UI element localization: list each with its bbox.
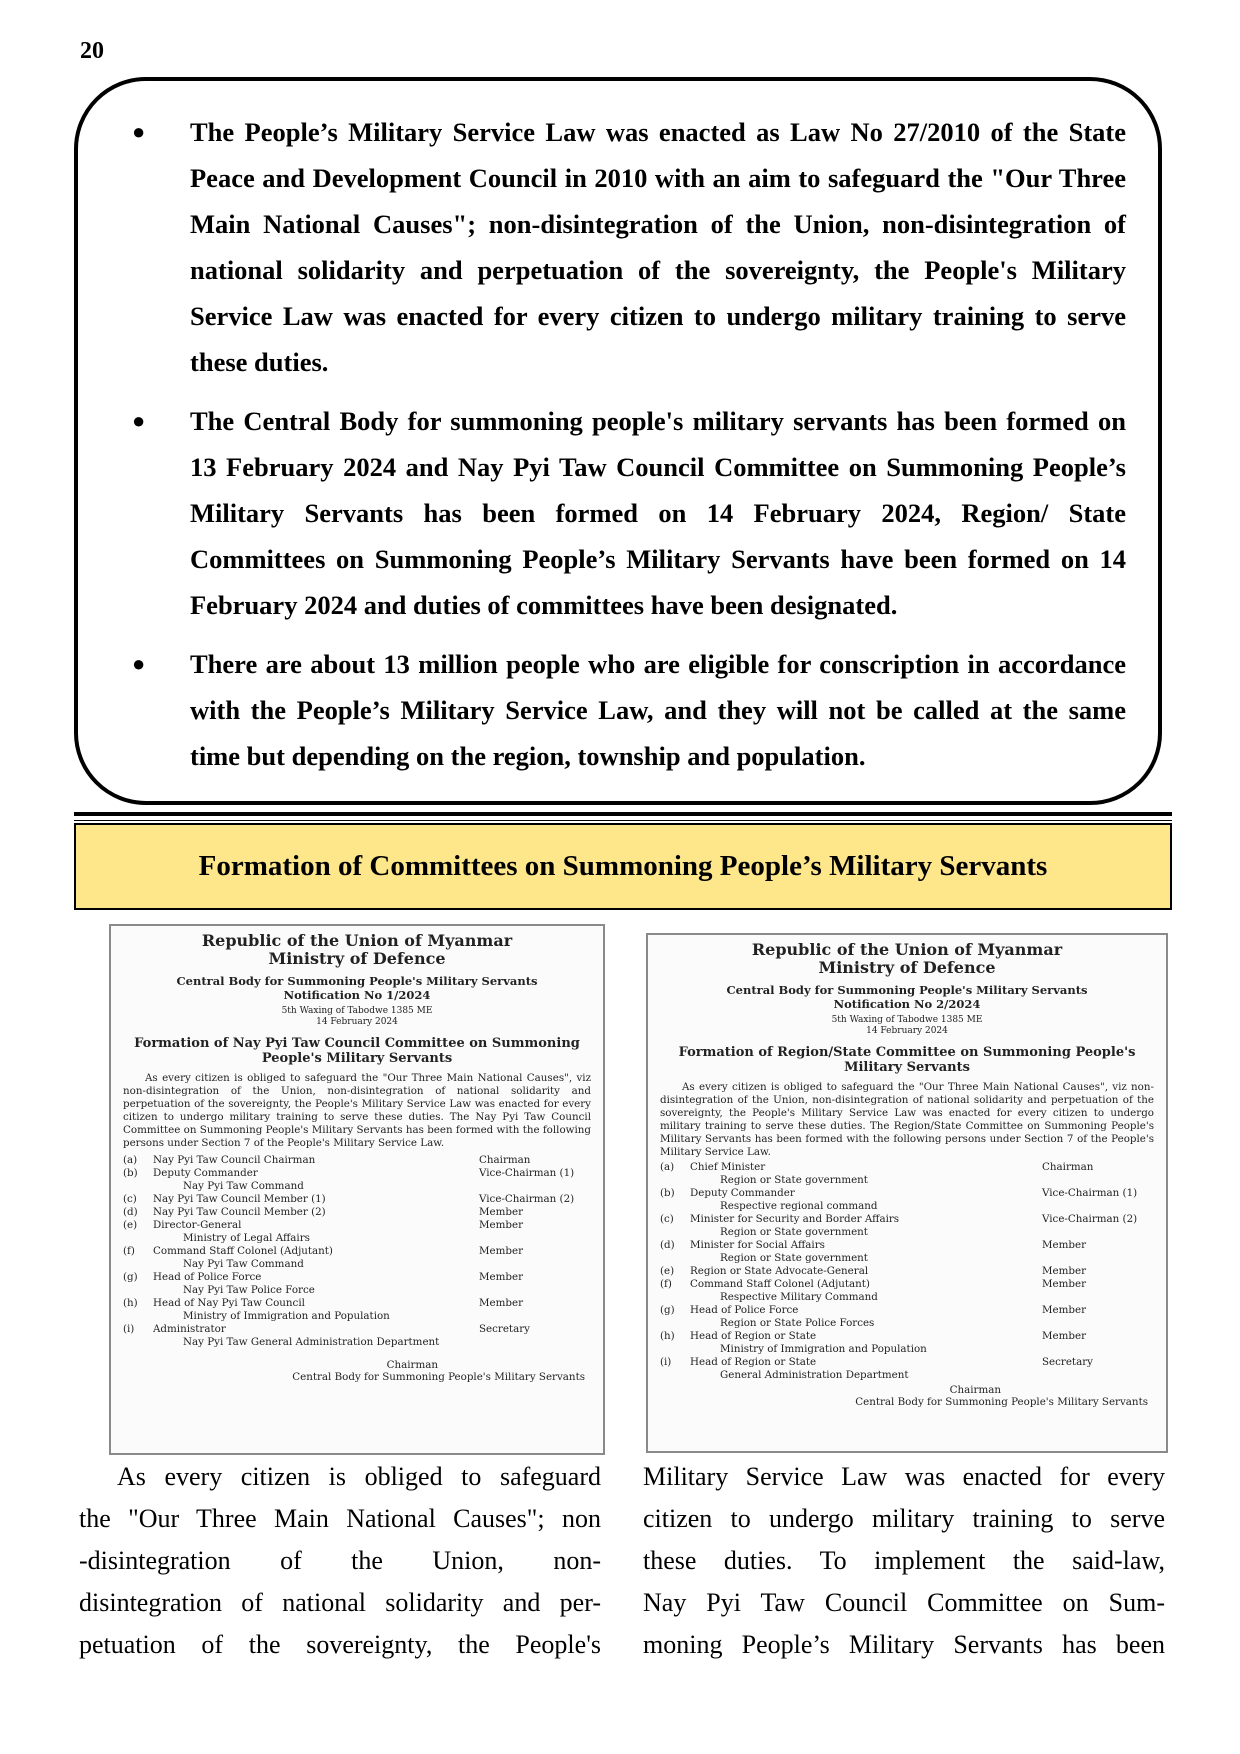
notice-intro: As every citizen is obliged to safeguard the "Our Three Main National Causes", viz non-disintegration of the Union, non-disintegration of national solidarity and perpetuation of the sovereignty, the People's Military Service Law was enacted for every citizen to undergo military training to serve these duties. The Nay Pyi Taw Council Committee on Summoning People's Military Servants has been formed with the following persons under Section 7 of the People's Military Service Law. bbox=[123, 1072, 591, 1149]
notice-date-me: 5th Waxing of Tabodwe 1385 ME bbox=[281, 1006, 433, 1016]
notice-date: 14 February 2024 bbox=[866, 1026, 948, 1036]
notice-signature-body: Central Body for Summoning People's Military Servants bbox=[292, 1371, 585, 1383]
notice-body: Central Body for Summoning People's Military Servants bbox=[726, 983, 1088, 997]
body-line: -disintegration of the Union, non- bbox=[79, 1546, 601, 1575]
member-sub: Nay Pyi Taw Command bbox=[183, 1180, 304, 1192]
member-row: (h) Head of Nay Pyi Taw Council Member bbox=[123, 1297, 524, 1309]
notice-member-list bbox=[648, 1161, 1166, 1382]
bullet-icon: ● bbox=[132, 119, 146, 144]
body-line: citizen to undergo military training to serve bbox=[643, 1504, 1165, 1533]
summary-bullet: ● There are about 13 million people who are eligible for conscription in accordance with the People’s Military Service Law, and they will not be called at the same time but depending on the region, township and population. bbox=[112, 641, 1126, 779]
notification-1-content bbox=[111, 926, 603, 1383]
page-number: 20 bbox=[80, 38, 104, 64]
notice-signature-title: Chairman bbox=[949, 1384, 1001, 1396]
summary-box bbox=[74, 77, 1162, 805]
bullet-icon: ● bbox=[132, 408, 146, 433]
member-row: (a) Chief Minister Chairman bbox=[660, 1161, 1094, 1173]
body-line: these duties. To implement the said-law, bbox=[643, 1546, 1165, 1575]
divider-thick bbox=[74, 812, 1172, 816]
member-sub: Respective Military Command bbox=[720, 1291, 878, 1303]
member-row: (c) Nay Pyi Taw Council Member (1) Vice-Chairman (2) bbox=[123, 1193, 575, 1205]
member-sub: Ministry of Immigration and Population bbox=[183, 1310, 390, 1322]
notice-ministry: Ministry of Defence bbox=[818, 958, 996, 977]
notice-date-me: 5th Waxing of Tabodwe 1385 ME bbox=[831, 1015, 983, 1025]
member-row: (f) Command Staff Colonel (Adjutant) Member bbox=[660, 1278, 1087, 1290]
notice-body: Central Body for Summoning People's Military Servants bbox=[176, 974, 538, 988]
notice-signature-title: Chairman bbox=[386, 1359, 438, 1371]
member-row: (i) Head of Region or State Secretary bbox=[660, 1356, 1093, 1368]
notice-signature-body: Central Body for Summoning People's Military Servants bbox=[855, 1396, 1148, 1408]
member-sub: Nay Pyi Taw General Administration Department bbox=[183, 1336, 440, 1348]
member-row: (g) Head of Police Force Member bbox=[123, 1271, 524, 1283]
body-line: moning People’s Military Servants has been bbox=[643, 1630, 1165, 1659]
member-row: (h) Head of Region or State Member bbox=[660, 1330, 1087, 1342]
body-text-left-column bbox=[79, 1456, 601, 1666]
member-row: (c) Minister for Security and Border Affairs Vice-Chairman (2) bbox=[660, 1213, 1138, 1225]
member-row: (d) Nay Pyi Taw Council Member (2) Member bbox=[123, 1206, 524, 1218]
member-row: (g) Head of Police Force Member bbox=[660, 1304, 1087, 1316]
bullet-icon: ● bbox=[132, 651, 146, 676]
summary-bullet: ● The People’s Military Service Law was enacted as Law No 27/2010 of the State Peace and Development Council in 2010 with an aim to safeguard the "Our Three Main National Causes"; non-disintegration of the Union, non-disintegration of national solidarity and perpetuation of the sovereignty, the People's Military Service Law was enacted for every citizen to undergo military training to serve these duties. bbox=[112, 109, 1126, 385]
notice-ministry: Ministry of Defence bbox=[268, 949, 446, 968]
body-line: petuation of the sovereignty, the People's bbox=[79, 1630, 601, 1659]
member-sub: Region or State Police Forces bbox=[720, 1317, 875, 1329]
member-sub: Respective regional command bbox=[720, 1200, 878, 1212]
body-line: As every citizen is obliged to safeguard bbox=[117, 1462, 601, 1491]
member-sub: Region or State government bbox=[720, 1174, 868, 1186]
notice-republic: Republic of the Union of Myanmar bbox=[751, 940, 1063, 959]
summary-bullet: ● The Central Body for summoning people's military servants has been formed on 13 February 2024 and Nay Pyi Taw Council Committee on Summoning People’s Military Servants has been formed on 14 February 2024, Region/ State Committees on Summoning People’s Military Servants have been formed on 14 February 2024 and duties of committees have been designated. bbox=[112, 398, 1126, 628]
member-row: (a) Nay Pyi Taw Council Chairman Chairman bbox=[123, 1154, 531, 1166]
member-sub: Region or State government bbox=[720, 1252, 868, 1264]
notification-2-content bbox=[648, 935, 1166, 1408]
member-sub: Nay Pyi Taw Police Force bbox=[183, 1284, 315, 1296]
notice-member-list bbox=[111, 1154, 603, 1349]
notice-title: Formation of Nay Pyi Taw Council Committee on Summoning People's Military Servants bbox=[134, 1036, 580, 1066]
member-sub: Ministry of Legal Affairs bbox=[183, 1232, 310, 1244]
member-row: (b) Deputy Commander Vice-Chairman (1) bbox=[123, 1167, 575, 1179]
member-row: (e) Director-General Member bbox=[123, 1219, 524, 1231]
notice-title: Formation of Region/State Committee on Summoning People's Military Servants bbox=[678, 1045, 1136, 1075]
member-row: (d) Minister for Social Affairs Member bbox=[660, 1239, 1087, 1251]
member-row: (i) Administrator Secretary bbox=[123, 1323, 530, 1335]
member-sub: Ministry of Immigration and Population bbox=[720, 1343, 927, 1355]
notice-number: Notification No 1/2024 bbox=[283, 988, 431, 1002]
notice-intro: As every citizen is obliged to safeguard the "Our Three Main National Causes", viz non-disintegration of the Union, non-disintegration of national solidarity and perpetuation of the sovereignty, the People's Military Service Law was enacted for every citizen to undergo military training to serve these duties. The Region/State Committee on Summoning People's Military Servants has been formed with the following persons under Section 7 of the People's Military Service Law. bbox=[660, 1081, 1154, 1158]
notice-republic: Republic of the Union of Myanmar bbox=[201, 931, 513, 950]
member-sub: General Administration Department bbox=[720, 1369, 909, 1381]
body-line: Nay Pyi Taw Council Committee on Sum- bbox=[643, 1588, 1165, 1617]
member-sub: Region or State government bbox=[720, 1226, 868, 1238]
section-title-banner bbox=[74, 823, 1172, 910]
body-line: disintegration of national solidarity and per- bbox=[79, 1588, 601, 1617]
member-row: (b) Deputy Commander Vice-Chairman (1) bbox=[660, 1187, 1138, 1199]
notice-number: Notification No 2/2024 bbox=[833, 997, 981, 1011]
notice-date: 14 February 2024 bbox=[316, 1017, 398, 1027]
summary-list bbox=[112, 109, 1126, 792]
notification-2-image bbox=[646, 933, 1168, 1453]
divider-thin bbox=[74, 820, 1172, 821]
body-line: Military Service Law was enacted for every bbox=[643, 1462, 1165, 1491]
member-sub: Nay Pyi Taw Command bbox=[183, 1258, 304, 1270]
member-row: (e) Region or State Advocate-General Member bbox=[660, 1265, 1087, 1277]
member-row: (f) Command Staff Colonel (Adjutant) Member bbox=[123, 1245, 524, 1257]
section-title: Formation of Committees on Summoning People’s Military Servants bbox=[198, 850, 1048, 882]
notification-1-image bbox=[109, 924, 605, 1455]
body-text-right-column bbox=[643, 1456, 1165, 1666]
body-line: the "Our Three Main National Causes"; non bbox=[79, 1504, 601, 1533]
